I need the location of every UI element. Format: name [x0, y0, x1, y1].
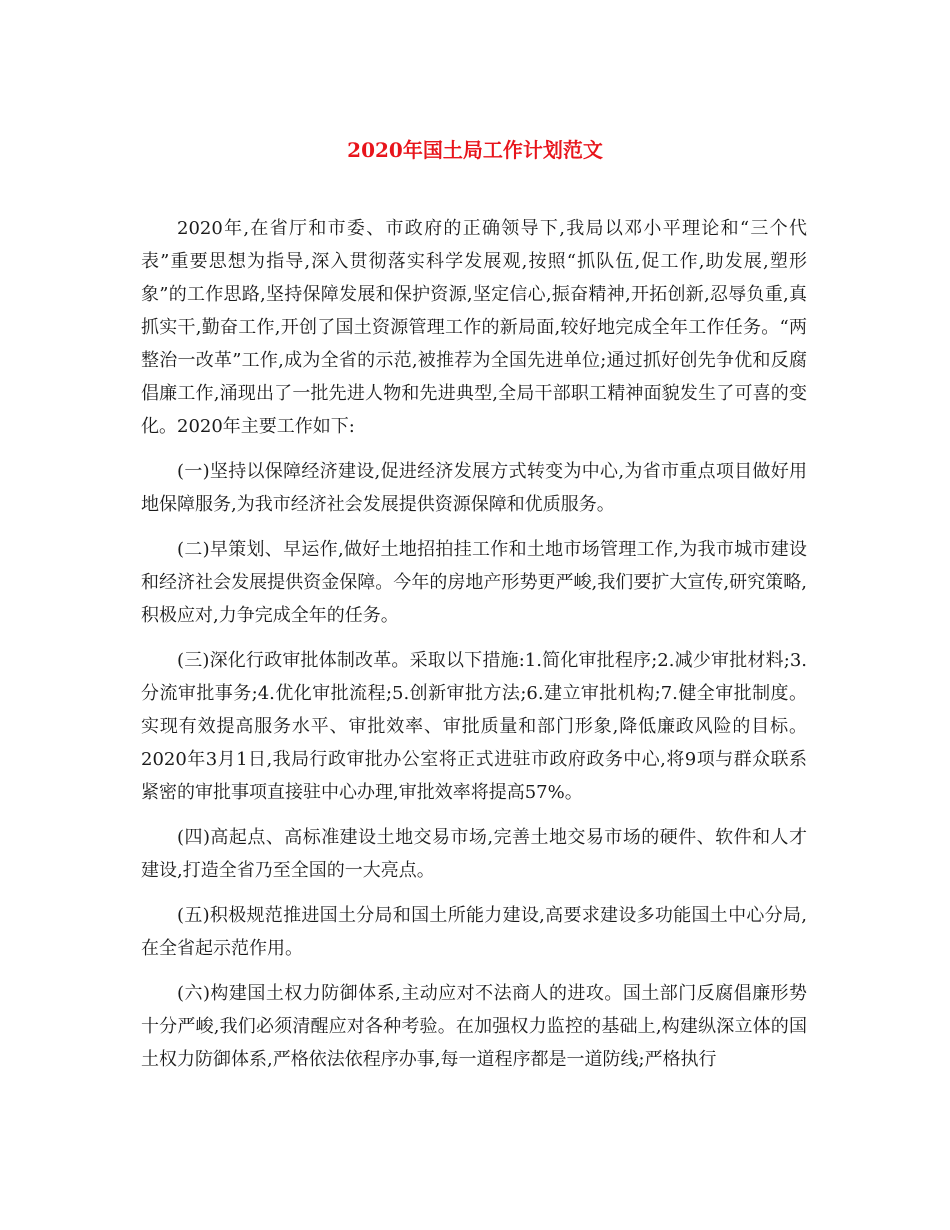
paragraph-item-5: (五)积极规范推进国土分局和国土所能力建设,高要求建设多功能国土中心分局,在全省起示范作用。: [141, 905, 807, 959]
paragraph-intro: 2020年,在省厅和市委、市政府的正确领导下,我局以邓小平理论和“三个代表”重要思想为指导,深入贯彻落实科学发展观,按照“抓队伍,促工作,助发展,塑形象”的工作思路,坚持保障发展和保护资源,坚定信心,振奋精神,开拓创新,忍辱负重,真抓实干,勤奋工作,开创了国土资源管理工作的新局面,较好地完成全年工作任务。“两整治一改革”工作,成为全省的示范,被推荐为全国先进单位;通过抓好创先争优和反腐倡廉工作,涌现出了一批先进人物和先进典型,全局干部职工精神面貌发生了可喜的变化。2020年主要工作如下:: [141, 218, 807, 437]
document-title: 2020年国土局工作计划范文: [347, 138, 603, 162]
paragraph-item-4: (四)高起点、高标准建设土地交易市场,完善土地交易市场的硬件、软件和人才建设,打造全省乃至全国的一大亮点。: [141, 827, 807, 881]
paragraph-item-3: (三)深化行政审批体制改革。采取以下措施:1.简化审批程序;2.减少审批材料;3.分流审批事务;4.优化审批流程;5.创新审批方法;6.建立审批机构;7.健全审批制度。实现有效提高服务水平、审批效率、审批质量和部门形象,降低廉政风险的目标。2020年3月1日,我局行政审批办公室将正式进驻市政府政务中心,将9项与群众联系紧密的审批事项直接驻中心办理,审批效率将提高57%。: [141, 650, 807, 803]
paragraph-item-1: (一)坚持以保障经济建设,促进经济发展方式转变为中心,为省市重点项目做好用地保障服务,为我市经济社会发展提供资源保障和优质服务。: [141, 461, 807, 515]
paragraph-item-6: (六)构建国土权力防御体系,主动应对不法商人的进攻。国土部门反腐倡廉形势十分严峻,我们必须清醒应对各种考验。在加强权力监控的基础上,构建纵深立体的国土权力防御体系,严格依法依程序办事,每一道程序都是一道防线;严格执行: [141, 983, 807, 1070]
paragraph-item-2: (二)早策划、早运作,做好土地招拍挂工作和土地市场管理工作,为我市城市建设和经济社会发展提供资金保障。今年的房地产形势更严峻,我们要扩大宣传,研究策略,积极应对,力争完成全年的任务。: [141, 539, 807, 626]
document-body: [141, 212, 807, 1088]
